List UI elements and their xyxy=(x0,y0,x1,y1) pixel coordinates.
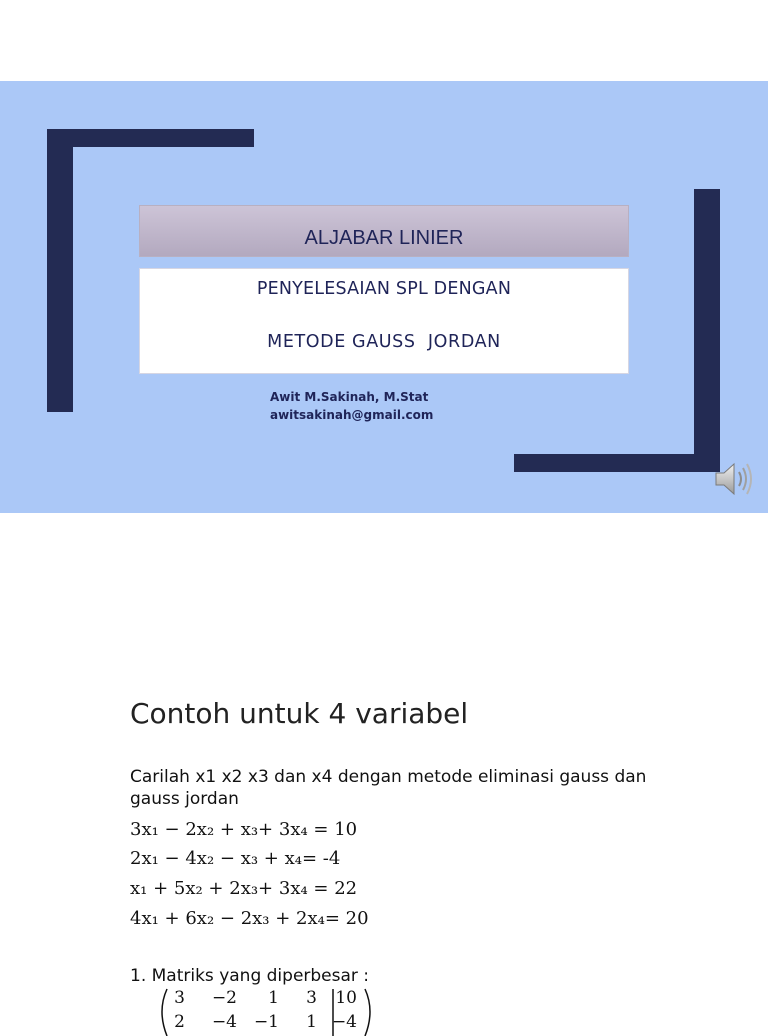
matrix-cell: −1 xyxy=(253,1012,279,1032)
matrix-cell: −4 xyxy=(211,1012,237,1032)
equation-3: x₁ + 5x₂ + 2x₃+ 3x₄ = 22 xyxy=(130,878,358,899)
subtitle-line-2: METODE GAUSS JORDAN xyxy=(267,332,501,352)
author-name: Awit M.Sakinah, M.Stat xyxy=(270,390,429,404)
subtitle-line-1: PENYELESAIAN SPL DENGAN xyxy=(256,279,512,299)
matrix-cell: −2 xyxy=(211,988,237,1008)
matrix-cell: 3 xyxy=(306,988,317,1008)
example-slide xyxy=(0,600,768,1032)
title-slide xyxy=(0,81,768,513)
left-bracket-top-bar xyxy=(47,129,254,147)
step-1-label: 1. Matriks yang diperbesar : xyxy=(130,966,370,986)
matrix-cell: −4 xyxy=(331,1012,357,1032)
matrix-cell: 1 xyxy=(306,1012,317,1032)
right-bracket-vertical-bar xyxy=(694,189,720,472)
example-title: Contoh untuk 4 variabel xyxy=(130,697,469,730)
matrix-cell: 3 xyxy=(174,988,185,1008)
matrix-cell: 1 xyxy=(268,988,279,1008)
right-bracket-bottom-bar xyxy=(514,454,720,472)
left-bracket-vertical-bar xyxy=(47,129,73,412)
example-instruction: Carilah x1 x2 x3 dan x4 dengan metode eliminasi gauss dan gauss jordan xyxy=(130,767,647,809)
slide-title-text: ALJABAR LINIER xyxy=(304,226,464,249)
speaker-icon[interactable] xyxy=(713,458,757,500)
subtitle-box xyxy=(139,268,629,374)
author-block xyxy=(270,388,433,424)
equation-4: 4x₁ + 6x₂ − 2x₃ + 2x₄= 20 xyxy=(130,908,369,929)
matrix-cell: 10 xyxy=(335,988,357,1008)
author-email: awitsakinah@gmail.com xyxy=(270,408,434,422)
equation-1: 3x₁ − 2x₂ + x₃+ 3x₄ = 10 xyxy=(130,819,358,840)
matrix-cell: 2 xyxy=(174,1012,185,1032)
slide-title xyxy=(139,205,629,257)
equation-2: 2x₁ − 4x₂ − x₃ + x₄= -4 xyxy=(130,848,341,869)
